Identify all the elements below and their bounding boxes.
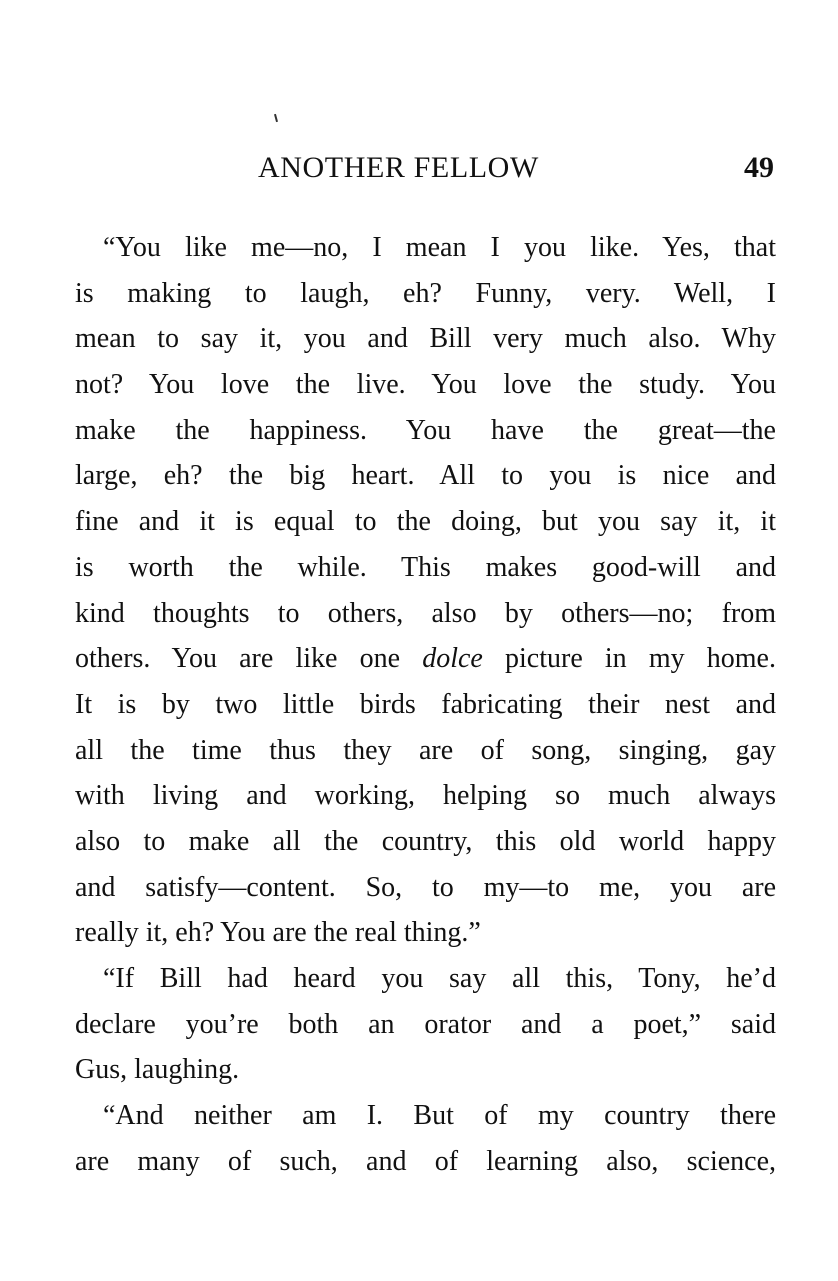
line-text: not? You love the live. You love the study. You bbox=[75, 369, 776, 401]
text-line bbox=[75, 1093, 776, 1139]
text-line bbox=[75, 499, 776, 545]
line-text: all the time thus they are of song, singing, gay bbox=[75, 734, 776, 766]
text-line bbox=[75, 591, 776, 637]
text-line bbox=[75, 956, 776, 1002]
line-text: also to make all the country, this old world happy bbox=[75, 825, 776, 857]
text-line bbox=[75, 271, 776, 317]
ink-speck bbox=[274, 114, 278, 122]
text-line bbox=[75, 225, 776, 271]
line-text: with living and working, helping so much always bbox=[75, 780, 776, 812]
text-line bbox=[75, 636, 776, 682]
body-text bbox=[75, 225, 776, 1184]
line-text: “And neither am I. But of my country there bbox=[103, 1100, 776, 1132]
line-text: others. You are like one bbox=[75, 643, 423, 675]
italic-word: dolce bbox=[422, 643, 483, 675]
line-text: is making to laugh, eh? Funny, very. Well, I bbox=[75, 277, 776, 309]
text-line bbox=[75, 1139, 776, 1185]
text-line bbox=[75, 316, 776, 362]
line-text: make the happiness. You have the great—the bbox=[75, 414, 776, 446]
page-number: 49 bbox=[744, 151, 774, 184]
text-line bbox=[75, 865, 776, 911]
text-line bbox=[75, 910, 776, 956]
line-text: and satisfy—content. So, to my—to me, you are bbox=[75, 871, 776, 903]
line-text: are many of such, and of learning also, science, bbox=[75, 1145, 776, 1177]
text-line bbox=[75, 408, 776, 454]
text-line bbox=[75, 545, 776, 591]
text-line bbox=[75, 728, 776, 774]
line-text: It is by two little birds fabricating their nest and bbox=[75, 688, 776, 720]
text-line bbox=[75, 819, 776, 865]
text-line bbox=[75, 362, 776, 408]
line-text: “You like me—no, I mean I you like. Yes, that bbox=[103, 232, 776, 263]
line-text: Gus, laughing. bbox=[75, 1054, 240, 1086]
line-text: really it, eh? You are the real thing.” bbox=[75, 917, 481, 949]
line-text: declare you’re both an orator and a poet,” said bbox=[75, 1008, 776, 1040]
line-text: fine and it is equal to the doing, but you say it, it bbox=[75, 506, 776, 538]
line-text: kind thoughts to others, also by others—no; from bbox=[75, 597, 776, 629]
line-text: “If Bill had heard you say all this, Tony, he’d bbox=[103, 963, 776, 994]
line-text-continued: picture in my home. bbox=[482, 643, 776, 675]
text-line bbox=[75, 682, 776, 728]
running-head bbox=[258, 148, 774, 188]
line-text: is worth the while. This makes good-will and bbox=[75, 551, 776, 583]
text-line bbox=[75, 1047, 776, 1093]
running-title: ANOTHER FELLOW bbox=[258, 151, 539, 184]
text-line bbox=[75, 453, 776, 499]
text-line bbox=[75, 773, 776, 819]
text-line bbox=[75, 1002, 776, 1048]
line-text: mean to say it, you and Bill very much also. Why bbox=[75, 323, 776, 355]
line-text: large, eh? the big heart. All to you is nice and bbox=[75, 460, 776, 492]
